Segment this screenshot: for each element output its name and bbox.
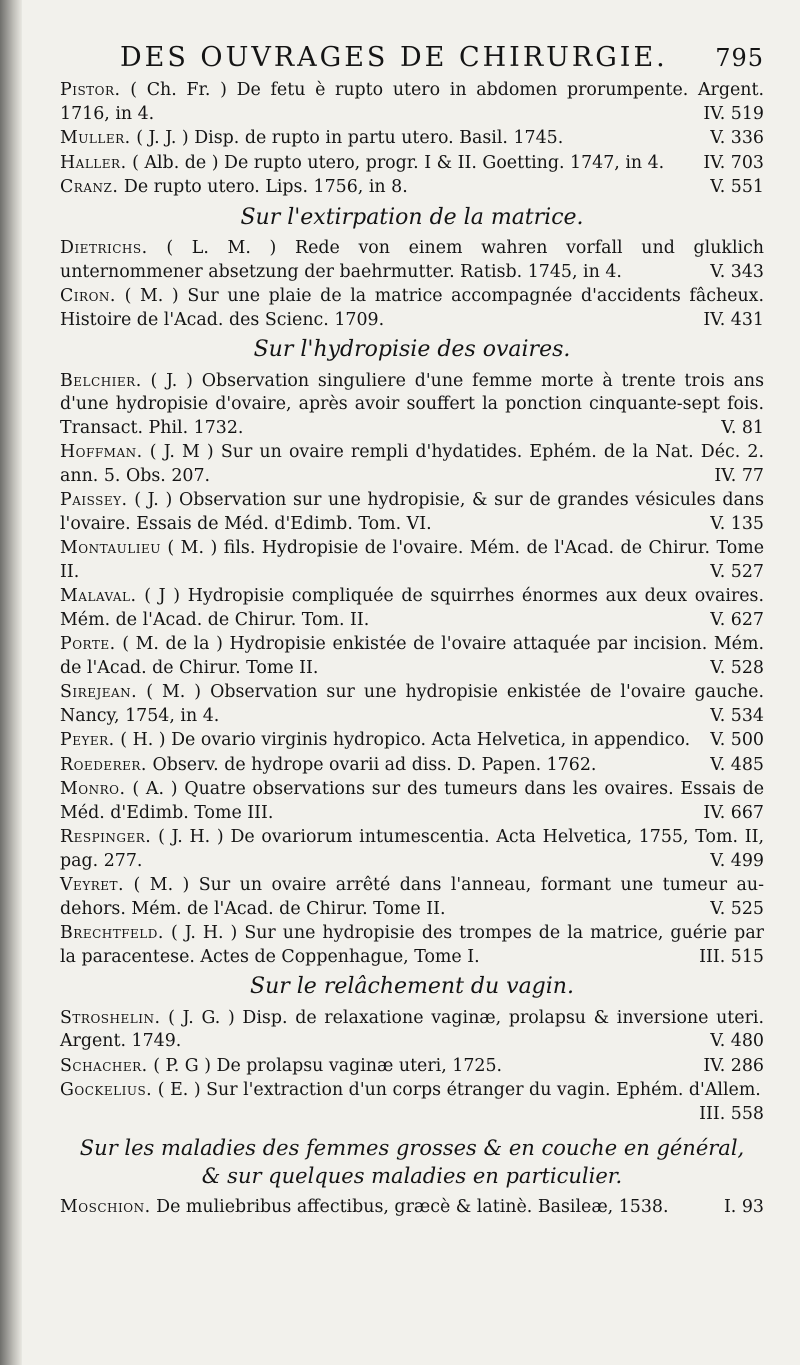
entry-text: ( M. ) Observation sur une hydropisie enkistée de l'ovaire gauche. Nancy, 1754, in 4. [60,682,764,726]
entry-reference: V. 627 [710,609,764,630]
entry-author: Porte. [60,634,116,654]
bibliography-entry [60,489,764,536]
entry-text: De muliebribus affectibus, græcè & latinè. Basileæ, 1538. [156,1197,669,1217]
bibliography-entry [60,237,764,284]
bibliography-entry [60,778,764,825]
closing-title-line-1: Sur les maladies des femmes grosses & en couche en général, [79,1136,745,1160]
entry-author: Pistor. [60,80,121,100]
bibliography-entry [60,681,764,728]
entry-text: ( M. de la ) Hydropisie enkistée de l'ovaire attaquée par incision. Mém. de l'Acad. de Chirur. Tome II. [60,634,764,678]
entry-author: Roederer. [60,754,147,775]
entry-reference: IV. 519 [703,103,764,124]
entry-author: Montaulieu [60,538,161,558]
entry-text: ( J ) Hydropisie compliquée de squirrhes énormes aux deux ovaires. Mém. de l'Acad. de Chirur. Tom. II. [60,586,764,630]
entry-author: Dietrichs. [60,238,148,258]
entry-text: ( J. H. ) De ovariorum intumescentia. Acta Helvetica, 1755, Tom. II, pag. 277. [60,827,764,871]
section-title: Sur l'hydropisie des ovaires. [253,337,571,362]
bibliography-entries [60,79,764,1126]
bibliography-entry [60,585,764,632]
entry-author: Muller. [60,128,131,148]
entry-reference: IV. 431 [703,309,764,330]
entry-reference: I. 93 [723,1197,764,1217]
entry-text: ( J. H. ) Sur une hydropisie des trompes de la matrice, guérie par la paracentese. Actes de Coppenhague, Tome I. [60,923,764,967]
bibliography-entry [60,1055,764,1079]
entry-author: Haller. [60,152,127,173]
entry-author: Paissey. [60,490,128,510]
entry-reference: IV. 286 [703,1055,764,1076]
entry-text: ( Alb. de ) De rupto utero, progr. I & II. Goetting. 1747, in 4. [132,152,665,173]
bibliography-entry [60,922,764,969]
section-title: Sur le relâchement du vagin. [250,974,574,999]
closing-section-title [60,1134,764,1190]
entry-author: Respinger. [60,827,152,847]
entry-reference: V. 499 [710,850,764,871]
entry-text: De rupto utero. Lips. 1756, in 8. [123,177,408,197]
entry-author: Peyer. [60,730,115,750]
entry-author: Schacher. [60,1055,148,1076]
running-head [60,42,764,73]
entry-reference: V. 525 [710,898,764,919]
entry-author: Moschion. [60,1197,151,1217]
bibliography-entry [60,729,764,753]
entry-author: Malaval. [60,586,137,606]
bibliography-entry [60,152,764,176]
bibliography-entry [60,754,764,778]
bibliography-entry [60,370,764,441]
bibliography-entry [60,285,764,332]
entry-author: Gockelius. [60,1080,153,1100]
entry-author: Ciron. [60,286,116,306]
entry-text: ( J. G. ) Disp. de relaxatione vaginæ, prolapsu & inversione uteri. Argent. 1749. [60,1007,764,1051]
entry-author: Monro. [60,779,126,799]
entry-text: ( H. ) De ovario virginis hydropico. Acta Helvetica, in appendico. [120,730,691,750]
entry-text: Observ. de hydrope ovarii ad diss. D. Papen. 1762. [152,754,597,775]
entry-reference: V. 135 [710,513,764,534]
entry-author: Veyret. [60,875,125,895]
bibliography-entry [60,127,764,151]
entry-author: Belchier. [60,370,142,391]
bibliography-entry [60,176,764,200]
entry-reference: V. 534 [710,705,764,726]
entry-text: ( A. ) Quatre observations sur des tumeurs dans les ovaires. Essais de Méd. d'Edimb. Tome III. [60,779,765,823]
entry-reference: V. 485 [710,754,764,775]
bibliography-entry [60,1196,764,1220]
entry-text: ( J. ) Observation sur une hydropisie, & sur de grandes vésicules dans l'ovaire. Essais de Méd. d'Edimb. Tom. VI. [60,490,764,534]
running-title: DES OUVRAGES DE CHIRURGIE. [120,42,668,73]
bibliography-entry [60,1007,764,1054]
entry-text: ( M. ) fils. Hydropisie de l'ovaire. Mém. de l'Acad. de Chirur. Tome II. [60,538,764,582]
entry-reference: V. 528 [710,657,764,678]
bibliography-entry [60,633,764,680]
entry-reference: IV. 667 [703,802,764,823]
entry-reference: IV. 77 [714,465,764,486]
entry-author: Stroshelin. [60,1007,161,1028]
entry-text: ( J. M ) Sur un ovaire rempli d'hydatides. Ephém. de la Nat. Déc. 2. ann. 5. Obs. 207. [60,442,764,486]
entry-text: ( L. M. ) Rede von einem wahren vorfall und gluklich unternommener absetzung der baehrmutter. Ratisb. 1745, in 4. [60,238,765,282]
bibliography-entry [60,441,764,488]
entry-author: Sirejean. [60,682,138,702]
closing-title-line-2: & sur quelques maladies en particulier. [201,1164,623,1188]
entry-text: ( E. ) Sur l'extraction d'un corps étranger du vagin. Ephém. d'Allem. [157,1080,761,1100]
page-gutter-shadow [0,0,22,1365]
entry-reference: V. 500 [710,730,764,750]
page-number: 795 [715,44,764,72]
entry-author: Brechtfeld. [60,923,164,943]
entry-author: Hoffman. [60,442,143,462]
entry-reference: IV. 703 [703,152,764,173]
entry-reference: V. 343 [710,261,764,282]
entry-text: ( Ch. Fr. ) De fetu è rupto utero in abdomen prorumpente. Argent. 1716, in 4. [60,80,765,124]
entry-text: ( M. ) Sur une plaie de la matrice accompagnée d'accidents fâcheux. Histoire de l'Acad. des Scienc. 1709. [60,286,765,330]
bibliography-entry [60,79,764,126]
entry-reference: V. 336 [710,128,764,148]
entry-text: ( J. J. ) Disp. de rupto in partu utero. Basil. 1745. [136,128,564,148]
entry-reference: III. 515 [699,946,764,967]
section-title: Sur l'extirpation de la matrice. [240,204,584,230]
bibliography-entry [60,537,764,584]
entry-reference: V. 81 [721,417,764,438]
entry-text: ( J. ) Observation singuliere d'une femme morte à trente trois ans d'une hydropisie d'ovaire, après avoir souffert la ponction cinquante-sept fois. Transact. Phil. 1732. [60,370,764,438]
entry-reference: V. 551 [710,177,764,197]
entry-reference: V. 480 [710,1031,764,1051]
entry-text: ( P. G ) De prolapsu vaginæ uteri, 1725. [153,1055,503,1076]
bibliography-entry [60,1079,764,1126]
entry-reference: III. 558 [699,1103,764,1124]
entry-text: ( M. ) Sur un ovaire arrêté dans l'anneau, formant une tumeur au-dehors. Mém. de l'Acad. de Chirur. Tome II. [60,875,764,919]
entry-reference: V. 527 [710,561,764,582]
bibliography-entry [60,826,764,873]
closing-entries [60,1196,764,1220]
bibliography-entry [60,874,764,921]
entry-author: Cranz. [60,177,119,197]
